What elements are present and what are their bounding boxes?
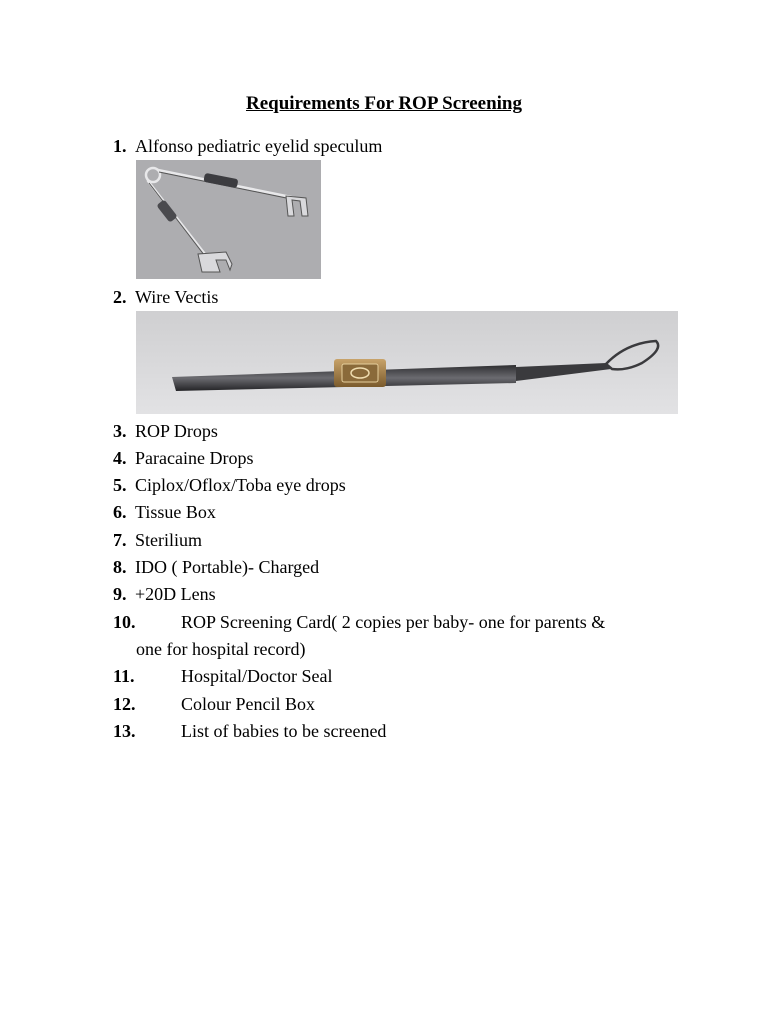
item-number: 7. [113, 530, 127, 550]
item-number: 13. [113, 721, 136, 741]
list-item [113, 420, 218, 442]
item-number: 10. [113, 612, 136, 632]
list-item [113, 583, 216, 605]
item-text-continuation: one for hospital record) [136, 639, 306, 659]
page-title: Requirements For ROP Screening [245, 93, 522, 114]
item-number: 8. [113, 557, 127, 577]
item-text: Alfonso pediatric eyelid speculum [135, 136, 383, 156]
item-text: ROP Screening Card( 2 copies per baby- one for parents & [181, 612, 606, 632]
list-item [113, 720, 386, 742]
item-text: Hospital/Doctor Seal [181, 666, 333, 686]
item-text: Sterilium [135, 530, 202, 550]
item-number: 4. [113, 448, 127, 468]
item-text: Colour Pencil Box [181, 694, 315, 714]
list-item [113, 529, 202, 551]
list-item [113, 474, 346, 496]
item-text: Ciplox/Oflox/Toba eye drops [135, 475, 346, 495]
item-number: 3. [113, 421, 127, 441]
item-number: 11. [113, 666, 135, 686]
eyelid-speculum-photo [136, 160, 321, 279]
item-number: 6. [113, 502, 127, 522]
list-item [113, 447, 253, 469]
list-item [113, 286, 218, 308]
item-number: 2. [113, 287, 127, 307]
wire-vectis-photo [136, 311, 678, 414]
list-item [113, 665, 332, 687]
item-number: 1. [113, 136, 127, 156]
item-text: IDO ( Portable)- Charged [135, 557, 320, 577]
item-text: Tissue Box [135, 502, 216, 522]
item-text: +20D Lens [135, 584, 216, 604]
item-text: List of babies to be screened [181, 721, 387, 741]
item-number: 5. [113, 475, 127, 495]
list-item [113, 135, 382, 157]
list-item [113, 693, 315, 715]
item-text: ROP Drops [135, 421, 218, 441]
list-item [113, 611, 605, 633]
list-item [113, 501, 216, 523]
item-text: Paracaine Drops [135, 448, 254, 468]
item-text: Wire Vectis [135, 287, 219, 307]
item-number: 9. [113, 584, 127, 604]
item-number: 12. [113, 694, 136, 714]
list-item [113, 556, 319, 578]
